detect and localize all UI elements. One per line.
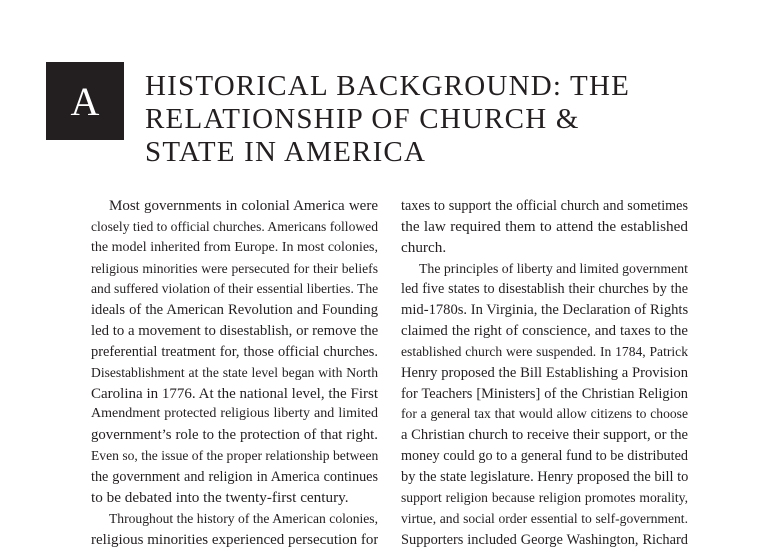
text-line: by the state legislature. Henry proposed the bill to	[401, 467, 688, 488]
text-line: and suffered violation of their essential liberties. The	[91, 279, 378, 300]
text-line: led to a movement to disestablish, or remove the	[91, 321, 378, 342]
text-line: for a general tax that would allow citizens to choose	[401, 404, 688, 425]
section-title	[145, 70, 745, 169]
text-line: government’s role to the protection of that right.	[91, 425, 378, 446]
section-letter: A	[71, 82, 100, 122]
text-line: Supporters included George Washington, Richard	[401, 530, 688, 550]
text-line: Disestablishment at the state level began with North	[91, 363, 378, 384]
text-line: Carolina in 1776. At the national level, the First	[91, 384, 378, 405]
text-line: led five states to disestablish their churches by the	[401, 279, 688, 300]
section-letter-badge	[46, 62, 124, 140]
text-line: Amendment protected religious liberty and limited	[91, 404, 378, 425]
text-line: claimed the right of conscience, and taxes to the	[401, 321, 688, 342]
section-title-line: RELATIONSHIP OF CHURCH &	[145, 103, 745, 136]
text-line: ideals of the American Revolution and Founding	[91, 300, 378, 321]
body-column-left	[91, 196, 378, 550]
text-line: closely tied to official churches. Americans followed	[91, 217, 378, 238]
text-line: money could go to a general fund to be distributed	[401, 446, 688, 467]
text-line: the model inherited from Europe. In most colonies,	[91, 238, 378, 259]
text-line: taxes to support the official church and sometimes	[401, 196, 688, 217]
text-line: the government and religion in America continues	[91, 467, 378, 488]
text-line: a Christian church to receive their support, or the	[401, 425, 688, 446]
text-line: Henry proposed the Bill Establishing a Provision	[401, 363, 688, 384]
body-column-right	[401, 196, 688, 550]
text-line: for Teachers [Ministers] of the Christian Religion	[401, 384, 688, 405]
text-line: mid-1780s. In Virginia, the Declaration of Rights	[401, 300, 688, 321]
text-line: the law required them to attend the established	[401, 217, 688, 238]
text-line: Throughout the history of the American colonies,	[91, 509, 378, 530]
text-line: Most governments in colonial America were	[91, 196, 378, 217]
text-line: established church were suspended. In 1784, Patrick	[401, 342, 688, 363]
text-line: Even so, the issue of the proper relationship between	[91, 446, 378, 467]
text-line: church.	[401, 238, 688, 259]
text-line: to be debated into the twenty-first century.	[91, 488, 378, 509]
text-line: The principles of liberty and limited government	[401, 259, 688, 280]
text-line: preferential treatment for, those official churches.	[91, 342, 378, 363]
section-title-line: STATE IN AMERICA	[145, 136, 745, 169]
section-title-line: HISTORICAL BACKGROUND: THE	[145, 70, 745, 103]
text-line: religious minorities were persecuted for their beliefs	[91, 259, 378, 280]
text-line: religious minorities experienced persecution for	[91, 530, 378, 550]
text-line: virtue, and social order essential to self-government.	[401, 509, 688, 530]
text-line: support religion because religion promotes morality,	[401, 488, 688, 509]
